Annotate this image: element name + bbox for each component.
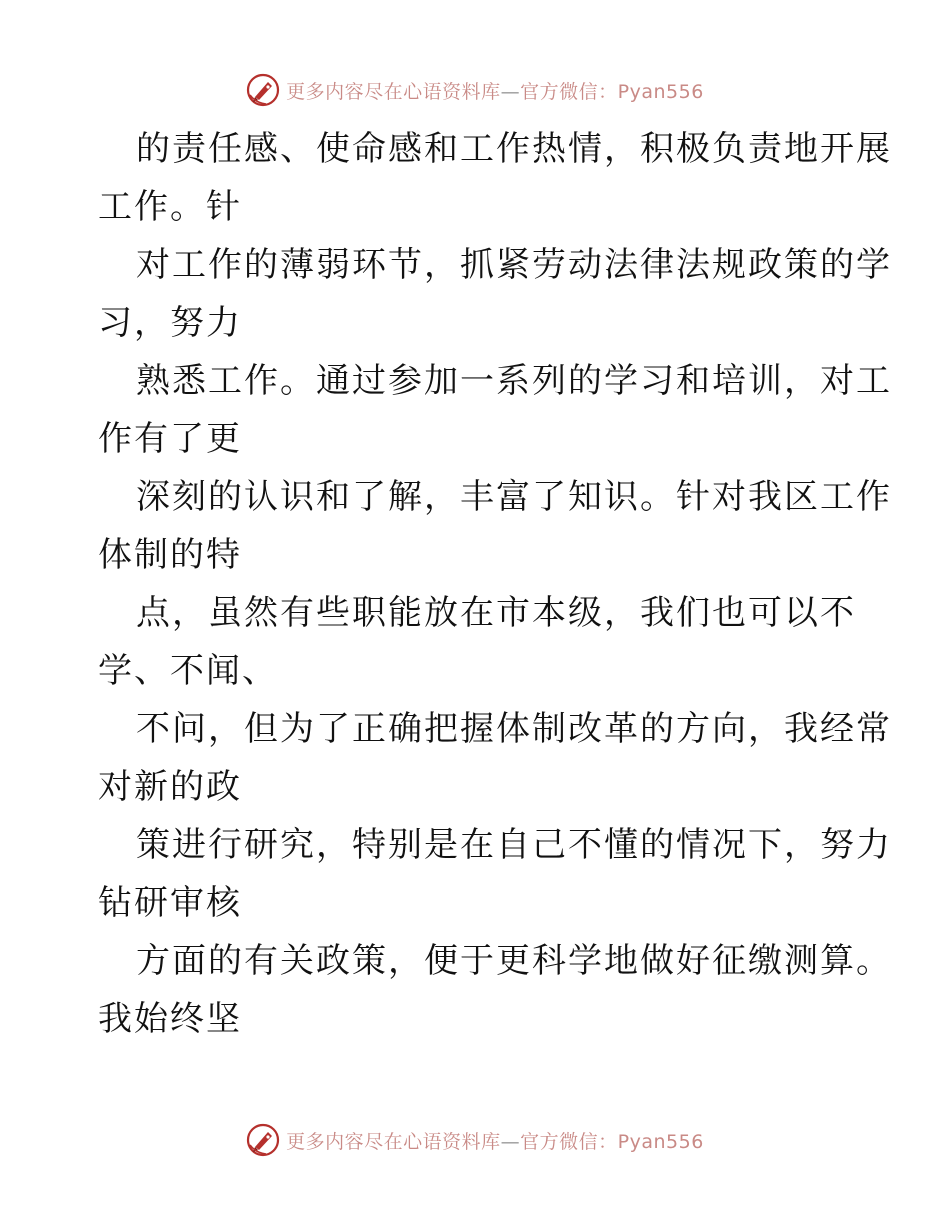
header-banner-text [286, 77, 704, 104]
body-line: 策进行研究，特别是在自己不懂的情况下，努力 [136, 825, 892, 865]
document-body [98, 120, 892, 1048]
body-line: 对工作的薄弱环节，抓紧劳动法律法规政策的学 [136, 245, 892, 285]
header-banner-separator: — [500, 80, 521, 103]
body-line: 熟悉工作。通过参加一系列的学习和培训，对工 [136, 361, 892, 401]
header-banner-content [246, 73, 704, 107]
body-line: 的责任感、使命感和工作热情，积极负责地开展 [136, 129, 892, 169]
pen-nib-logo-icon [246, 73, 280, 107]
footer-banner-wechat: 官方微信：Pyan556 [520, 1130, 704, 1153]
body-line: 我始终坚 [98, 999, 242, 1039]
body-line: 钻研审核 [98, 883, 242, 923]
body-line: 体制的特 [98, 535, 242, 575]
header-banner [0, 70, 950, 110]
body-line: 不问，但为了正确把握体制改革的方向，我经常 [136, 709, 892, 749]
footer-banner-main: 更多内容尽在心语资料库 [286, 1130, 501, 1153]
body-line: 学、不闻、 [98, 651, 278, 691]
body-line: 点，虽然有些职能放在市本级，我们也可以不 [136, 593, 856, 633]
header-banner-main: 更多内容尽在心语资料库 [286, 80, 501, 103]
footer-banner-text [286, 1127, 704, 1154]
footer-banner-content [246, 1123, 704, 1157]
header-banner-wechat: 官方微信：Pyan556 [520, 80, 704, 103]
body-line: 作有了更 [98, 419, 242, 459]
body-line: 深刻的认识和了解，丰富了知识。针对我区工作 [136, 477, 892, 517]
body-line: 工作。针 [98, 187, 242, 227]
body-line: 方面的有关政策，便于更科学地做好征缴测算。 [136, 941, 892, 981]
body-line: 习，努力 [98, 303, 242, 343]
footer-banner [0, 1120, 950, 1160]
pen-nib-logo-icon [246, 1123, 280, 1157]
footer-banner-separator: — [500, 1130, 521, 1153]
body-line: 对新的政 [98, 767, 242, 807]
